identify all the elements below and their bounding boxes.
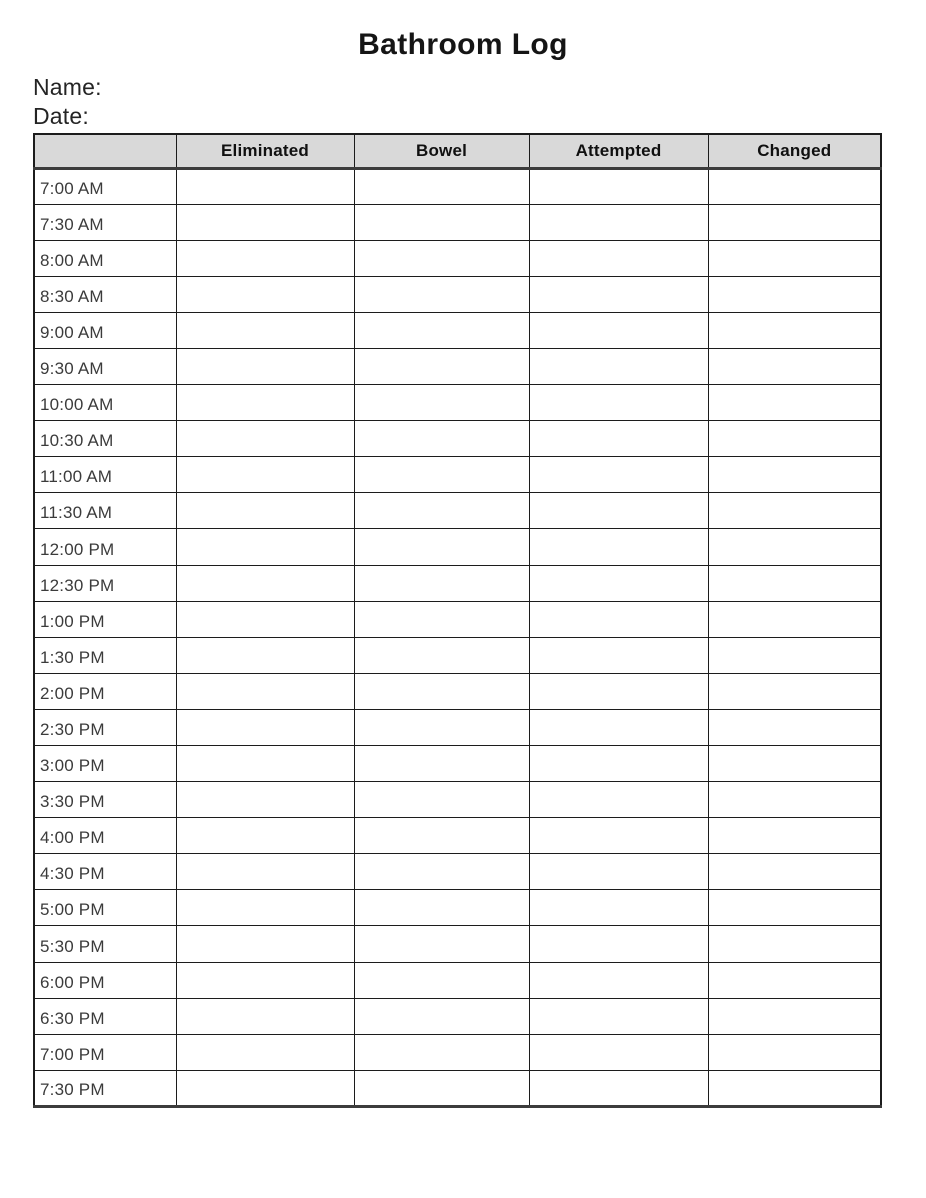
time-label: 10:00 AM	[34, 385, 176, 421]
log-entry-cell	[529, 1070, 708, 1106]
page-title: Bathroom Log	[358, 28, 568, 61]
table-row	[34, 637, 881, 673]
time-label: 11:00 AM	[34, 457, 176, 493]
time-label: 7:30 PM	[34, 1070, 176, 1106]
log-entry-cell	[354, 673, 529, 709]
log-entry-cell	[708, 493, 881, 529]
log-entry-cell	[708, 312, 881, 348]
log-entry-cell	[176, 348, 354, 384]
table-row	[34, 168, 881, 204]
log-entry-cell	[354, 709, 529, 745]
log-entry-cell	[354, 385, 529, 421]
log-entry-cell	[529, 637, 708, 673]
log-entry-cell	[354, 854, 529, 890]
log-entry-cell	[708, 1034, 881, 1070]
log-entry-cell	[176, 998, 354, 1034]
log-entry-cell	[354, 312, 529, 348]
table-row	[34, 782, 881, 818]
log-entry-cell	[708, 385, 881, 421]
log-entry-cell	[176, 601, 354, 637]
log-entry-cell	[529, 348, 708, 384]
log-entry-cell	[708, 926, 881, 962]
log-entry-cell	[176, 385, 354, 421]
name-label: Name:	[33, 74, 102, 100]
log-entry-cell	[176, 204, 354, 240]
log-entry-cell	[708, 529, 881, 565]
log-entry-cell	[176, 276, 354, 312]
log-entry-cell	[529, 998, 708, 1034]
log-entry-cell	[176, 240, 354, 276]
log-entry-cell	[708, 962, 881, 998]
log-entry-cell	[354, 601, 529, 637]
log-entry-cell	[176, 673, 354, 709]
table-row	[34, 348, 881, 384]
log-entry-cell	[176, 926, 354, 962]
meta-fields	[33, 73, 926, 131]
time-label: 5:30 PM	[34, 926, 176, 962]
log-entry-cell	[708, 204, 881, 240]
log-entry-cell	[176, 709, 354, 745]
table-row	[34, 962, 881, 998]
log-entry-cell	[176, 1070, 354, 1106]
log-entry-cell	[708, 348, 881, 384]
table-row	[34, 746, 881, 782]
log-entry-cell	[354, 926, 529, 962]
table-row	[34, 529, 881, 565]
log-entry-cell	[529, 204, 708, 240]
log-entry-cell	[176, 818, 354, 854]
log-entry-cell	[176, 637, 354, 673]
log-entry-cell	[354, 890, 529, 926]
log-entry-cell	[529, 168, 708, 204]
log-entry-cell	[176, 529, 354, 565]
log-entry-cell	[529, 457, 708, 493]
log-entry-cell	[176, 746, 354, 782]
date-field-row	[33, 102, 926, 131]
time-label: 12:00 PM	[34, 529, 176, 565]
header-changed: Changed	[708, 134, 881, 168]
log-entry-cell	[176, 421, 354, 457]
log-entry-cell	[708, 565, 881, 601]
log-entry-cell	[354, 493, 529, 529]
table-row	[34, 421, 881, 457]
time-label: 12:30 PM	[34, 565, 176, 601]
table-row	[34, 1070, 881, 1106]
log-entry-cell	[176, 565, 354, 601]
time-label: 4:00 PM	[34, 818, 176, 854]
log-entry-cell	[529, 782, 708, 818]
log-entry-cell	[708, 890, 881, 926]
table-row	[34, 493, 881, 529]
table-row	[34, 998, 881, 1034]
header-row	[34, 134, 881, 168]
log-entry-cell	[708, 673, 881, 709]
time-label: 1:00 PM	[34, 601, 176, 637]
log-entry-cell	[529, 240, 708, 276]
log-entry-cell	[354, 565, 529, 601]
log-entry-cell	[529, 962, 708, 998]
log-entry-cell	[529, 746, 708, 782]
log-entry-cell	[176, 493, 354, 529]
log-entry-cell	[354, 421, 529, 457]
log-entry-cell	[708, 168, 881, 204]
time-label: 1:30 PM	[34, 637, 176, 673]
log-entry-cell	[176, 854, 354, 890]
table-row	[34, 312, 881, 348]
log-entry-cell	[354, 457, 529, 493]
time-label: 3:30 PM	[34, 782, 176, 818]
time-label: 7:00 PM	[34, 1034, 176, 1070]
time-label: 10:30 AM	[34, 421, 176, 457]
time-label: 8:30 AM	[34, 276, 176, 312]
table-row	[34, 565, 881, 601]
log-entry-cell	[529, 818, 708, 854]
log-entry-cell	[354, 168, 529, 204]
log-entry-cell	[529, 421, 708, 457]
time-label: 2:30 PM	[34, 709, 176, 745]
log-entry-cell	[529, 312, 708, 348]
date-label: Date:	[33, 103, 89, 129]
log-entry-cell	[354, 1034, 529, 1070]
header-bowel: Bowel	[354, 134, 529, 168]
log-entry-cell	[176, 168, 354, 204]
log-entry-cell	[354, 962, 529, 998]
time-label: 6:00 PM	[34, 962, 176, 998]
log-entry-cell	[708, 421, 881, 457]
log-entry-cell	[354, 204, 529, 240]
header-eliminated: Eliminated	[176, 134, 354, 168]
table-row	[34, 854, 881, 890]
log-entry-cell	[354, 276, 529, 312]
log-entry-cell	[354, 746, 529, 782]
table-row	[34, 818, 881, 854]
log-entry-cell	[529, 890, 708, 926]
table-row	[34, 673, 881, 709]
log-entry-cell	[708, 818, 881, 854]
log-entry-cell	[529, 926, 708, 962]
log-entry-cell	[529, 709, 708, 745]
time-label: 6:30 PM	[34, 998, 176, 1034]
log-entry-cell	[354, 348, 529, 384]
log-entry-cell	[529, 276, 708, 312]
log-entry-cell	[354, 240, 529, 276]
log-entry-cell	[176, 890, 354, 926]
log-entry-cell	[708, 637, 881, 673]
time-label: 11:30 AM	[34, 493, 176, 529]
log-entry-cell	[354, 818, 529, 854]
log-entry-cell	[529, 565, 708, 601]
log-entry-cell	[708, 601, 881, 637]
table-row	[34, 240, 881, 276]
log-entry-cell	[176, 962, 354, 998]
log-entry-cell	[176, 1034, 354, 1070]
log-entry-cell	[176, 312, 354, 348]
log-entry-cell	[529, 385, 708, 421]
log-entry-cell	[708, 854, 881, 890]
table-row	[34, 709, 881, 745]
table-row	[34, 926, 881, 962]
table-row	[34, 601, 881, 637]
log-entry-cell	[354, 637, 529, 673]
log-entry-cell	[708, 746, 881, 782]
time-label: 7:00 AM	[34, 168, 176, 204]
time-label: 9:00 AM	[34, 312, 176, 348]
log-entry-cell	[529, 529, 708, 565]
log-entry-cell	[708, 1070, 881, 1106]
time-label: 2:00 PM	[34, 673, 176, 709]
log-entry-cell	[529, 673, 708, 709]
table-row	[34, 457, 881, 493]
header-time-cell	[34, 134, 176, 168]
log-entry-cell	[354, 782, 529, 818]
log-entry-cell	[529, 601, 708, 637]
log-entry-cell	[708, 782, 881, 818]
log-entry-cell	[708, 240, 881, 276]
time-label: 9:30 AM	[34, 348, 176, 384]
log-entry-cell	[708, 457, 881, 493]
time-label: 5:00 PM	[34, 890, 176, 926]
log-entry-cell	[176, 457, 354, 493]
table-row	[34, 276, 881, 312]
log-entry-cell	[354, 529, 529, 565]
table-row	[34, 204, 881, 240]
time-label: 4:30 PM	[34, 854, 176, 890]
header-attempted: Attempted	[529, 134, 708, 168]
log-entry-cell	[708, 276, 881, 312]
table-row	[34, 890, 881, 926]
log-entry-cell	[708, 709, 881, 745]
log-entry-cell	[529, 854, 708, 890]
table-row	[34, 1034, 881, 1070]
time-label: 7:30 AM	[34, 204, 176, 240]
time-label: 8:00 AM	[34, 240, 176, 276]
log-entry-cell	[354, 998, 529, 1034]
log-entry-cell	[529, 493, 708, 529]
log-entry-cell	[176, 782, 354, 818]
table-row	[34, 385, 881, 421]
bathroom-log-table	[33, 133, 882, 1108]
name-field-row	[33, 73, 926, 102]
log-entry-cell	[354, 1070, 529, 1106]
log-entry-cell	[708, 998, 881, 1034]
time-label: 3:00 PM	[34, 746, 176, 782]
log-entry-cell	[529, 1034, 708, 1070]
